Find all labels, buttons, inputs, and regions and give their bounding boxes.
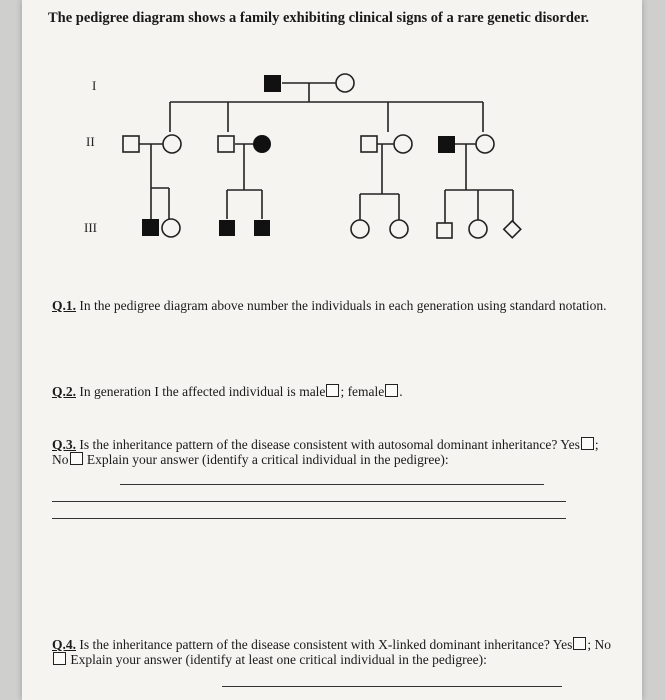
q2-female-checkbox[interactable] [385,384,398,397]
gen1-female [336,74,354,92]
q2-text-2: ; female [340,384,385,399]
q4-answer-line-1[interactable] [222,686,562,687]
q3-answer-line-2[interactable] [52,501,566,502]
q1-text: In the pedigree diagram above number the individuals in each generation using standard notation. [76,298,607,313]
gen2-affected-male [438,136,455,153]
gen2-female-1 [163,135,181,153]
q3-text-3: Explain your answer (identify a critical individual in the pedigree): [83,452,449,467]
q4-yes-checkbox[interactable] [573,637,586,650]
gen3-female-1 [162,219,180,237]
gen3-affected-male-1 [142,219,159,236]
gen2-affected-female [253,135,271,153]
q3-answer-line-3[interactable] [52,518,566,519]
worksheet-page [22,0,642,700]
q3-no-checkbox[interactable] [70,452,83,465]
gen-label-1: I [92,78,97,93]
pedigree-diagram [22,0,642,300]
q2-text-3: . [399,384,403,399]
q3-text-1: Is the inheritance pattern of the disease consistent with autosomal dominant inheritance? Yes [76,437,580,452]
question-4 [52,637,612,667]
question-2 [52,384,612,399]
gen3-unknown-sex-diamond [504,221,521,238]
gen3-affected-male-3 [254,220,270,236]
q3-number: Q.3. [52,437,77,452]
q4-text-2: ; No [587,637,612,652]
q2-text-1: In generation I the affected individual is male [76,384,326,399]
gen2-male-2 [218,136,234,152]
gen3-male-4 [437,223,452,238]
question-1 [52,298,612,313]
gen-label-3: III [84,220,97,235]
gen3-female-4 [469,220,487,238]
gen2-female-4 [476,135,494,153]
q3-text-2: ; No [52,437,599,467]
page-title: The pedigree diagram shows a family exhibiting clinical signs of a rare genetic disorder. [48,10,590,26]
q4-text-3: Explain your answer (identify at least one critical individual in the pedigree): [67,652,487,667]
q3-answer-line-1[interactable] [120,484,544,485]
q2-male-checkbox[interactable] [326,384,339,397]
q2-number: Q.2. [52,384,77,399]
question-3 [52,437,612,467]
gen-label-2: II [86,134,95,149]
gen2-female-3 [394,135,412,153]
gen3-female-3 [390,220,408,238]
gen2-male-3 [361,136,377,152]
q4-no-checkbox[interactable] [53,652,66,665]
gen1-affected-male [264,75,281,92]
gen3-female-2 [351,220,369,238]
q4-number: Q.4. [52,637,77,652]
gen3-affected-male-2 [219,220,235,236]
q4-text-1: Is the inheritance pattern of the disease consistent with X-linked dominant inheritance? Yes [76,637,573,652]
q1-number: Q.1. [52,298,77,313]
gen2-male-1 [123,136,139,152]
q3-yes-checkbox[interactable] [581,437,594,450]
